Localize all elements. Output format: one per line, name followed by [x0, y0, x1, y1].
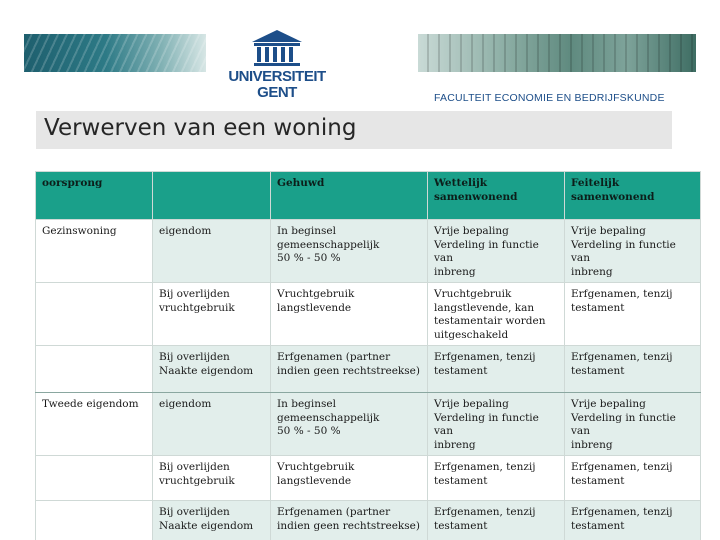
- cell-text-line: Naakte eigendom: [159, 364, 254, 377]
- cell-text-line: inbreng: [434, 438, 476, 451]
- logo-line2: GENT: [257, 84, 297, 101]
- cell-text-line: testament: [434, 364, 488, 377]
- cell-text-line: Verdeling in functie van: [434, 238, 539, 264]
- table-row: [36, 393, 701, 456]
- title-bar: [36, 111, 672, 149]
- cell-text-line: Erfgenamen, tenzij: [571, 288, 673, 300]
- cell-text-line: inbreng: [571, 265, 613, 278]
- table-cell: [428, 283, 565, 346]
- cell-text-line: Verdeling in functie van: [571, 411, 676, 437]
- table-cell: [153, 346, 271, 393]
- table-cell: [36, 501, 153, 540]
- cell-text-line: testament: [571, 474, 625, 487]
- table-cell: [565, 456, 701, 501]
- cell-text-line: testament: [571, 364, 625, 377]
- table-cell: [565, 220, 701, 283]
- cell-text-line: Vruchtgebruik: [277, 461, 355, 473]
- cell-text-line: Bij overlijden: [159, 461, 230, 473]
- table-cell: [271, 393, 428, 456]
- cell-text-line: Naakte eigendom: [159, 519, 254, 532]
- cell-text-line: indien geen rechtstreekse): [277, 364, 420, 377]
- table-cell: [271, 220, 428, 283]
- table-cell: [428, 346, 565, 393]
- header-banner-left: [24, 34, 206, 72]
- table-cell: [271, 456, 428, 501]
- cell-text-line: langstlevende, kan: [434, 301, 535, 314]
- cell-text-line: In beginsel: [277, 225, 336, 237]
- cell-text-line: Wettelijk: [434, 177, 488, 189]
- cell-text-line: testament: [434, 519, 488, 532]
- cell-text-line: Verdeling in functie van: [571, 238, 676, 264]
- cell-text-line: langstlevende: [277, 474, 352, 487]
- cell-text-line: testament: [434, 474, 488, 487]
- cell-text-line: Erfgenamen, tenzij: [571, 506, 673, 518]
- cell-text-line: samenwonend: [571, 190, 655, 203]
- cell-text-line: Gehuwd: [277, 177, 325, 189]
- cell-text-line: Erfgenamen (partner: [277, 351, 391, 363]
- cell-text-line: Tweede eigendom: [42, 398, 139, 410]
- cell-text-line: Erfgenamen, tenzij: [571, 461, 673, 473]
- cell-text-line: testamentair worden: [434, 315, 546, 327]
- table-cell: [36, 283, 153, 346]
- cell-text-line: Vruchtgebruik: [434, 288, 512, 300]
- table-cell: [36, 220, 153, 283]
- cell-text-line: Vruchtgebruik: [277, 288, 355, 300]
- table-cell: [153, 283, 271, 346]
- cell-text-line: Vrije bepaling: [571, 398, 646, 410]
- cell-text-line: Bij overlijden: [159, 351, 230, 363]
- cell-text-line: testament: [571, 301, 625, 314]
- cell-text-line: 50 % - 50 %: [277, 425, 341, 437]
- cell-text-line: Vrije bepaling: [434, 398, 509, 410]
- table-cell: [565, 346, 701, 393]
- cell-text-line: Erfgenamen, tenzij: [434, 506, 536, 518]
- table-header-row: [36, 172, 701, 220]
- table-row: [36, 283, 701, 346]
- cell-text-line: vruchtgebruik: [159, 301, 235, 314]
- table-cell: [565, 283, 701, 346]
- cell-text-line: samenwonend: [434, 190, 518, 203]
- logo-line1: UNIVERSITEIT: [228, 68, 326, 85]
- cell-text-line: gemeenschappelijk: [277, 238, 380, 251]
- cell-text-line: Verdeling in functie van: [434, 411, 539, 437]
- cell-text-line: langstlevende: [277, 301, 352, 314]
- table-cell: [428, 456, 565, 501]
- table-cell: [153, 501, 271, 540]
- column-header: [153, 172, 271, 220]
- table-cell: [153, 393, 271, 456]
- cell-text-line: In beginsel: [277, 398, 336, 410]
- table-row: [36, 456, 701, 501]
- table-cell: [36, 346, 153, 393]
- column-header: [271, 172, 428, 220]
- table-cell: [428, 220, 565, 283]
- cell-text-line: Erfgenamen, tenzij: [571, 351, 673, 363]
- cell-text-line: oorsprong: [42, 177, 103, 189]
- table-row: [36, 220, 701, 283]
- table-cell: [565, 393, 701, 456]
- cell-text-line: Bij overlijden: [159, 288, 230, 300]
- cell-text-line: eigendom: [159, 398, 212, 410]
- cell-text-line: Erfgenamen, tenzij: [434, 351, 536, 363]
- table-cell: [153, 456, 271, 501]
- cell-text-line: Vrije bepaling: [571, 225, 646, 237]
- column-header: [36, 172, 153, 220]
- cell-text-line: eigendom: [159, 225, 212, 237]
- table-cell: [271, 283, 428, 346]
- cell-text-line: gemeenschappelijk: [277, 411, 380, 424]
- cell-text-line: inbreng: [571, 438, 613, 451]
- cell-text-line: Gezinswoning: [42, 225, 117, 237]
- table-cell: [271, 346, 428, 393]
- cell-text-line: uitgeschakeld: [434, 328, 509, 341]
- cell-text-line: inbreng: [434, 265, 476, 278]
- table-row: [36, 346, 701, 393]
- cell-text-line: indien geen rechtstreekse): [277, 519, 420, 532]
- column-header: [565, 172, 701, 220]
- table-cell: [428, 501, 565, 540]
- header-banner-right: [418, 34, 696, 72]
- cell-text-line: Erfgenamen (partner: [277, 506, 391, 518]
- table-body: [36, 220, 701, 540]
- faculty-name: FACULTEIT ECONOMIE EN BEDRIJFSKUNDE: [434, 92, 665, 104]
- cell-text-line: Bij overlijden: [159, 506, 230, 518]
- table-cell: [271, 501, 428, 540]
- cell-text-line: Vrije bepaling: [434, 225, 509, 237]
- table-header: [36, 172, 701, 220]
- table-cell: [153, 220, 271, 283]
- table-cell: [565, 501, 701, 540]
- cell-text-line: testament: [571, 519, 625, 532]
- cell-text-line: vruchtgebruik: [159, 474, 235, 487]
- cell-text-line: Erfgenamen, tenzij: [434, 461, 536, 473]
- comparison-table: [35, 171, 701, 540]
- cell-text-line: Feitelijk: [571, 177, 620, 189]
- building-icon: [248, 28, 306, 68]
- table-row: [36, 501, 701, 540]
- slide-title: Verwerven van een woning: [44, 115, 357, 141]
- table-cell: [36, 393, 153, 456]
- university-logo: [222, 28, 332, 104]
- cell-text-line: 50 % - 50 %: [277, 252, 341, 264]
- table-cell: [428, 393, 565, 456]
- column-header: [428, 172, 565, 220]
- table-cell: [36, 456, 153, 501]
